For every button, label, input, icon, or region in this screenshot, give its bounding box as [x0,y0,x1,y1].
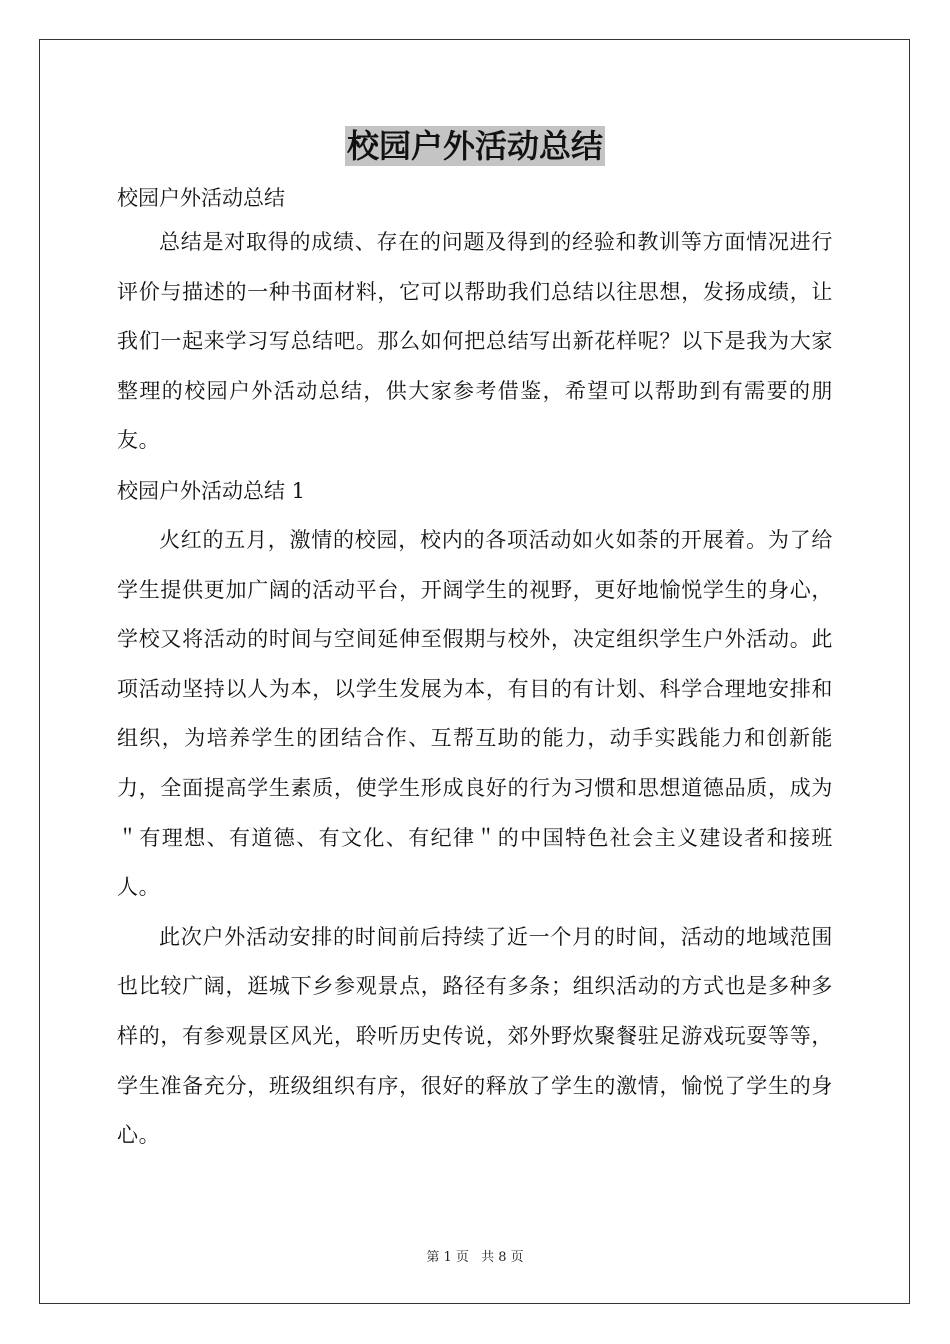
document-title: 校园户外活动总结 [346,127,603,165]
title-container [0,126,950,166]
body-paragraph-2: 此次户外活动安排的时间前后持续了近一个月的时间，活动的地域范围也比较广阔，逛城下乡参观景点，路径有多条；组织活动的方式也是多种多样的，有参观景区风光，聆听历史传说，郊外野炊聚餐驻足游戏玩耍等等，学生准备充分，班级组织有序，很好的释放了学生的激情，愉悦了学生的身心。 [117,924,833,1148]
page-footer [0,1246,950,1265]
document-body [117,178,833,1161]
page-total: 共 8 页 [481,1250,524,1265]
section-heading: 校园户外活动总结 1 [117,478,306,503]
page-number: 第 1 页 [426,1250,469,1265]
intro-paragraph: 总结是对取得的成绩、存在的问题及得到的经验和教训等方面情况进行评价与描述的一种书面材料，它可以帮助我们总结以往思想，发扬成绩，让我们一起来学习写总结吧。那么如何把总结写出新花样呢？以下是我为大家整理的校园户外活动总结，供大家参考借鉴，希望可以帮助到有需要的朋友。 [117,230,833,453]
document-subtitle: 校园户外活动总结 [117,186,285,210]
body-paragraph-1: 火红的五月，激情的校园，校内的各项活动如火如荼的开展着。为了给学生提供更加广阔的活动平台，开阔学生的视野，更好地愉悦学生的身心，学校又将活动的时间与空间延伸至假期与校外，决定组织学生户外活动。此项活动坚持以人为本，以学生发展为本，有目的有计划、科学合理地安排和组织，为培养学生的团结合作、互帮互助的能力，动手实践能力和创新能力，全面提高学生素质，使学生形成良好的行为习惯和思想道德品质，成为＂有理想、有道德、有文化、有纪律＂的中国特色社会主义建设者和接班人。 [117,527,833,900]
